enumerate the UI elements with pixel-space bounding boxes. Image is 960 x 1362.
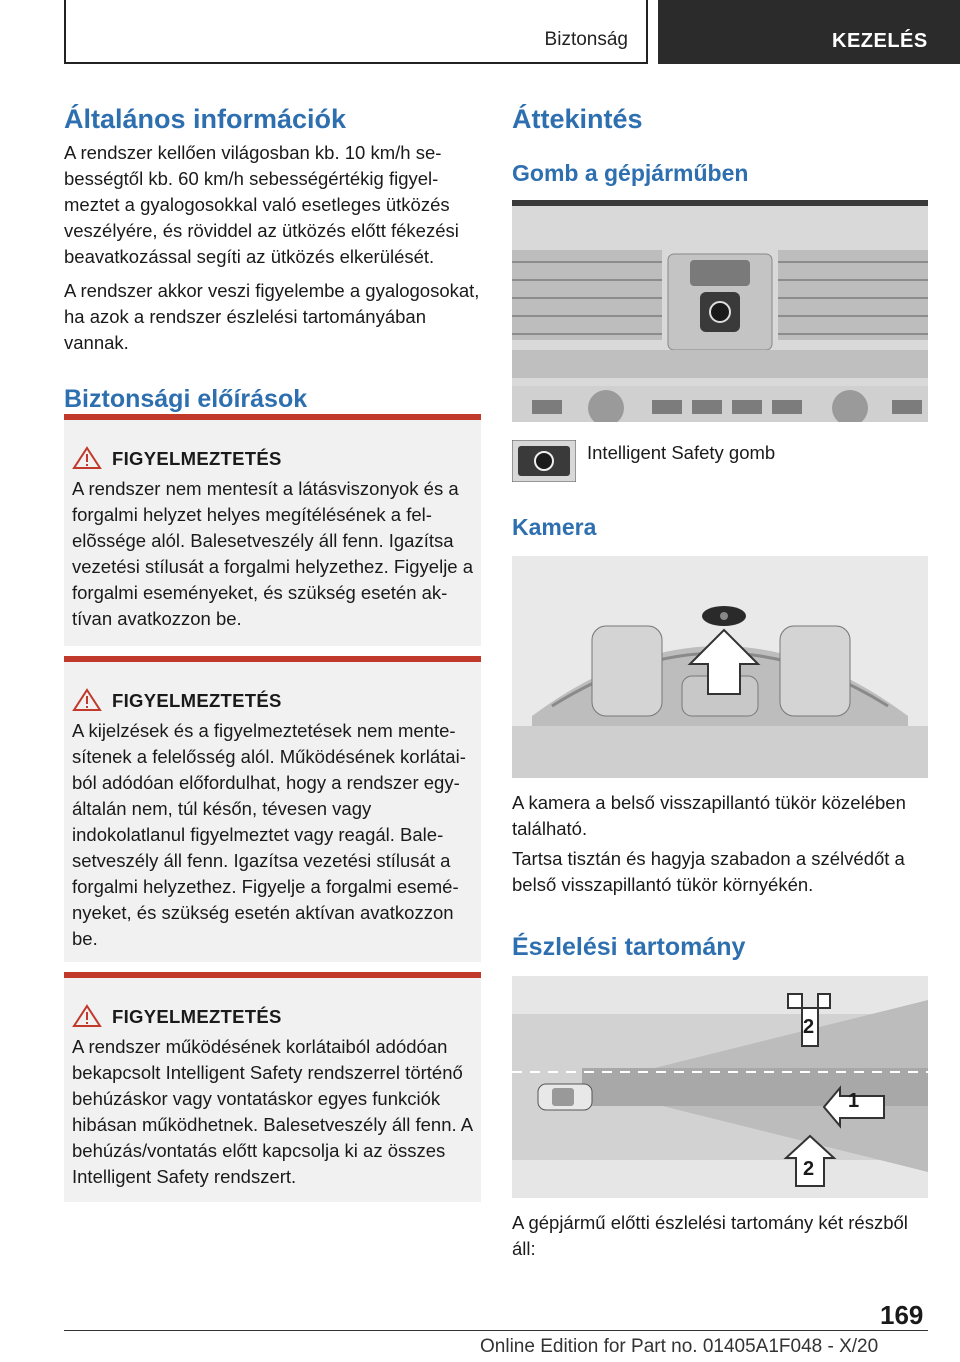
detection-range-diagram (512, 976, 928, 1198)
general-info-paragraph-1: A rendszer kellően világosban kb. 10 km/h sebességtől kb. 60 km/h sebességértékig figyelmeztet a gyalogosokkal való esetleges ütközés veszélyére, és röviddel az ütközés előtt fékezési beavatkozással segíti az ütközés elkerülését. (64, 142, 459, 267)
page-number: 169 (880, 1300, 924, 1330)
detection-range-graphic (512, 976, 928, 1198)
warning-triangle-icon (72, 1004, 102, 1028)
detection-range-paragraph: A gépjármű előtti észlelési tartomány két részből áll: (512, 1212, 908, 1259)
warning-title-2: FIGYELMEZTETÉS (112, 690, 282, 711)
safety-notes-heading: Biztonsági előírások (64, 385, 308, 413)
warning-text-2: A kijelzések és a figyelmeztetések nem mentesítenek a felelősség alól. Működésének korlátaiból adódóan előfordulhat, hogy a rendszer egyáltalán nem, túl későn, tévesen vagy indokolatlanul figyelmeztet vagy reagál. Balesetveszély áll fenn. Igazítsa vezetési stílusát a forgalmi helyzethez. Figyelje a forgalmi eseményeket, és szükség esetén aktívan avatkozzon be. (72, 720, 466, 949)
warning-box-3 (64, 972, 481, 1202)
button-in-vehicle-heading: Gomb a gépjárműben (512, 160, 749, 186)
header-section-title: Biztonság (544, 29, 628, 50)
range-label-center: 1 (848, 1090, 860, 1112)
intelligent-safety-button-icon (512, 440, 576, 482)
warning-title-1: FIGYELMEZTETÉS (112, 448, 282, 469)
warning-text-3: A rendszer működésének korlátaiból adódóan bekapcsolt Intelligent Safety rendszerrel történő behúzáskor vagy vontatáskor egyes funkciók hibásan működhetnek. Balesetveszély áll fenn. A behúzás/vontatás előtt kapcsolja ki az összes Intelligent Safety rendszert. (72, 1036, 473, 1187)
warning-title-3: FIGYELMEZTETÉS (112, 1006, 282, 1027)
footer-edition-text: Online Edition for Part no. 01405A1F048 - X/20 (480, 1336, 879, 1357)
detection-range-heading: Észlelési tartomány (512, 933, 746, 961)
warning-box-1 (64, 414, 481, 646)
header-section-box (64, 0, 648, 64)
button-caption: Intelligent Safety gomb (587, 442, 776, 463)
overview-heading: Áttekintés (512, 104, 643, 134)
footer-divider (64, 1330, 928, 1331)
left-column (64, 102, 481, 416)
warning-triangle-icon (72, 688, 102, 712)
warning-triangle-icon (72, 446, 102, 470)
general-info-heading: Általános információk (64, 104, 347, 134)
warning-text-1: A rendszer nem mentesít a látásviszonyok és a forgalmi helyzet helyes megítélésének a felelõssége alól. Balesetveszély áll fenn. Igazítsa vezetési stílusát a forgalmi helyzethez. Figyelje a forgalmi eseményeket, és szükség esetén aktívan avatkozzon be. (72, 478, 474, 629)
dashboard-button-image (512, 200, 928, 422)
camera-location-image (512, 556, 928, 778)
range-label-far-bottom: 2 (803, 1158, 815, 1180)
header-chapter-tab (658, 0, 960, 64)
range-label-far-top: 2 (803, 1016, 815, 1038)
camera-paragraph-2: Tartsa tisztán és hagyja szabadon a szélvédőt a belső visszapillantó tükör környékén. (512, 848, 905, 895)
camera-paragraph-1: A kamera a belső visszapillantó tükör közelében található. (512, 792, 906, 839)
camera-heading: Kamera (512, 514, 597, 540)
header-chapter-title: KEZELÉS (832, 30, 928, 52)
general-info-paragraph-2: A rendszer akkor veszi figyelembe a gyalogosokat, ha azok a rendszer észlelési tartományában vannak. (64, 280, 480, 353)
warning-box-2 (64, 656, 481, 962)
